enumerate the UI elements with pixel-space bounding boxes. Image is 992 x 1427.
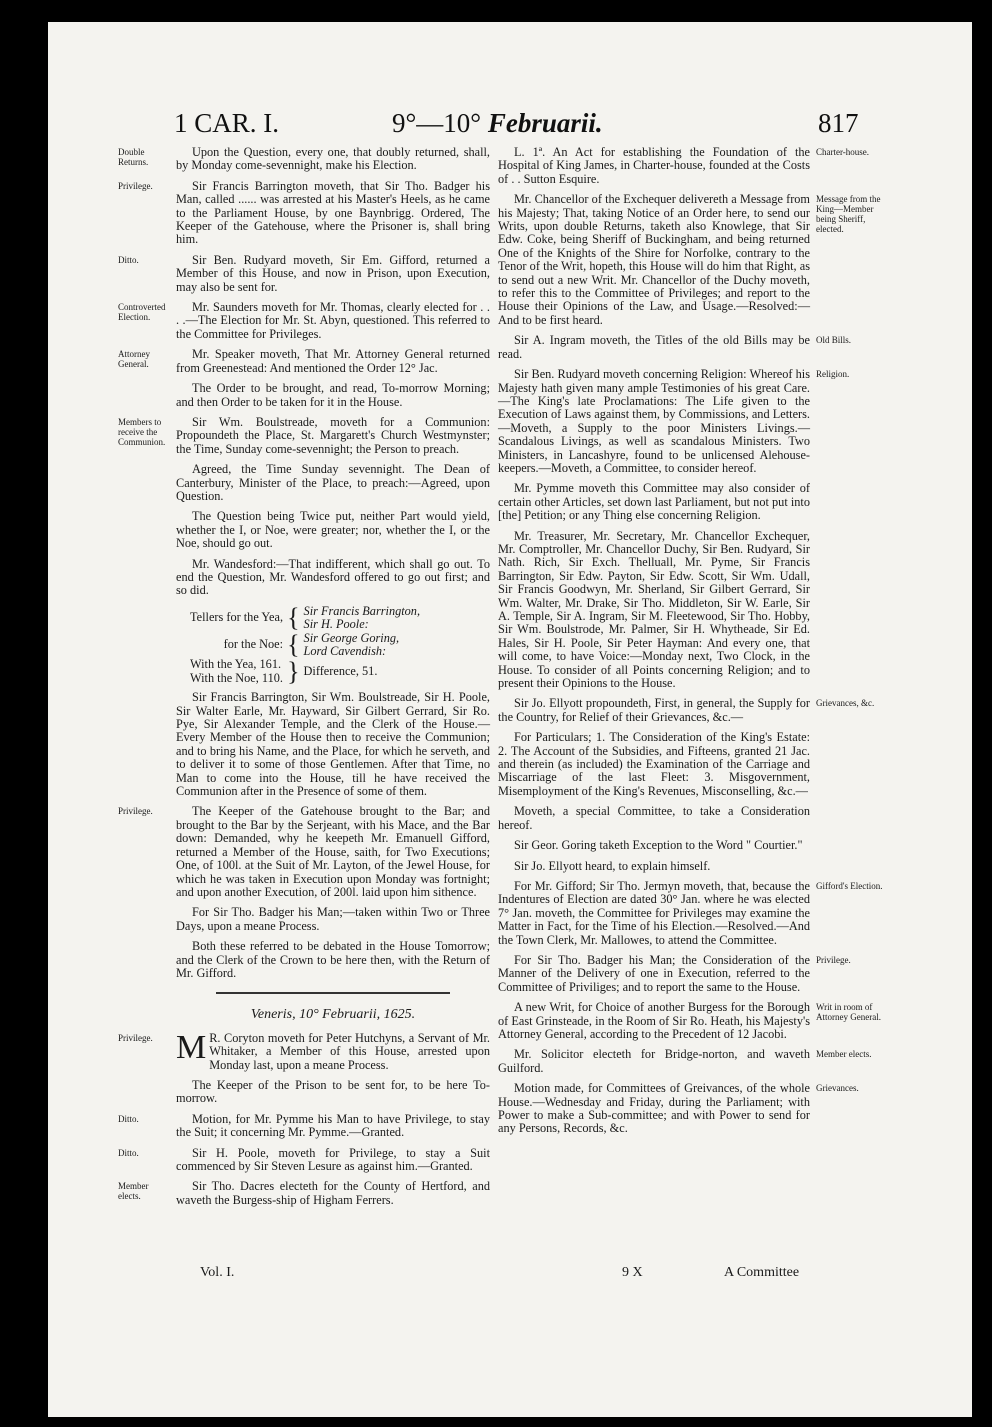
teller-name: Sir Francis Barrington, (303, 603, 421, 618)
paragraph (118, 1111, 490, 1140)
paragraph (498, 482, 810, 522)
margin-note: Religion. (816, 369, 850, 380)
paragraph (498, 145, 870, 186)
margin-note: Old Bills. (816, 335, 852, 346)
paragraph (176, 906, 490, 933)
margin-note: Message from the King—Member being Sheriff, elected. (816, 194, 881, 235)
catchword: A Committee (724, 1265, 800, 1280)
paragraph-text: Mr. Speaker moveth, That Mr. Attorney General returned from Greenestead: And mentioned the Order 12° Jac. (176, 347, 490, 375)
paragraph-text: Moveth, a special Committee, to take a Consideration hereof. (498, 804, 810, 832)
vote-yea: With the Yea, 161. (190, 657, 282, 672)
paragraph (176, 940, 490, 980)
paragraph (498, 731, 810, 798)
paragraph (176, 558, 490, 598)
paragraph (498, 530, 810, 691)
paragraph-text: Sir Ben. Rudyard moveth, Sir Em. Gifford, returned a Member of this House, and now in Prison, upon Execution, may also be sent for. (176, 252, 490, 294)
paragraph (118, 300, 490, 341)
paragraph-text: Mr. Pymme moveth this Committee may also consider of certain other Articles, set down last Parliament, but not put into [the] Petition; or any Thing else concerning Religion. (498, 481, 810, 523)
teller-name: Sir H. Poole: (303, 617, 369, 632)
paragraph-text: Mr. Saunders moveth for Mr. Thomas, clearly elected for . . . .—The Election for Mr. St. Abyn, questioned. This referred to the Committee for Privileges. (176, 300, 490, 341)
margin-note: Privilege. (816, 954, 851, 965)
paragraph-text: The Order to be brought, and read, To-morrow Morning; and then Order to be taken for it in the House. (176, 381, 490, 409)
margin-note: Double Returns. (118, 147, 149, 167)
paragraph-text: For Sir Tho. Badger his Man;—taken within Two or Three Days, upon a meane Process. (176, 905, 490, 933)
margin-note: Attorney General. (118, 349, 150, 370)
margin-note: Privilege. (118, 806, 153, 817)
paragraph (498, 878, 883, 947)
paragraph (118, 252, 490, 294)
paragraph-text: The Keeper of the Prison to be sent for, to be here To-morrow. (176, 1077, 490, 1106)
running-head-left: 1 CAR. I. (174, 108, 280, 138)
paragraph (118, 1028, 490, 1072)
paragraph (176, 510, 490, 550)
paragraph (118, 1179, 490, 1207)
vote-difference: Difference, 51. (303, 664, 378, 679)
paragraph-text: Motion made, for Committees of Greivances, of the whole House.—Wednesday and Friday, during the Parliament; with Power to make a Sub-committee; and with Power to send for any Persons, Records, &c. (498, 1081, 810, 1136)
paragraph (176, 382, 490, 409)
paragraph-text: A new Writ, for Choice of another Burgess for the Borough of East Grinsteade, in the Room of Sir Ro. Heath, his Majesty's Attorney General, according to the Precedent of 12 Jacobi. (498, 1000, 810, 1041)
paragraph (498, 192, 881, 327)
left-column-body (118, 145, 490, 1207)
tellers-yea-label: Tellers for the Yea, (190, 610, 284, 625)
paragraph (498, 1081, 859, 1136)
paragraph-text: For Particulars; 1. The Consideration of the King's Estate: 2. The Account of the Subsidies, and Fifteens, granted 21 Jac. and therein (as included) the Examination of the Carriage and Miscarriage of the last Fleet: 3. Misgovernment, Misemployment of the King's Revenues, Misconselling, &c.— (498, 730, 810, 798)
margin-note: Ditto. (118, 1113, 139, 1124)
running-head-date (392, 108, 603, 139)
margin-note: Gifford's Election. (816, 880, 883, 891)
paragraph (118, 804, 490, 899)
paragraph-text: R. Coryton moveth for Peter Hutchyns, a Servant of Mr. Whitaker, a Member of this House, arrested upon Monday last, upon a meane Process. (209, 1030, 490, 1072)
paragraph (176, 691, 490, 798)
volume-label: Vol. I. (200, 1265, 235, 1280)
tellers-table (188, 605, 422, 685)
paragraph-text: Sir Ben. Rudyard moveth concerning Religion: Whereof his Majesty hath given many ample Testimonies of his great Care.—The King's late Proclamations: The Life given to the Execution of Laws against them, by Commissions, and Letters.—Moveth, a Supply to the poor Ministers Livings.—Scandalous Livings, as well as scandalous Ministers. Two Ministers, in Lancashyre, found to be unlicensed Alehouse-keepers.—Moveth, a Committee, to consider hereof. (498, 367, 810, 475)
margin-note: Grievances, &c. (816, 698, 875, 709)
paragraph-text: Sir Francis Barrington moveth, that Sir Tho. Badger his Man, called ...... was arrested at his Master's Heels, as he came to the Parliament House, by one Baynbrigg. Ordered, The Keeper of the Gatehouse, where the Prisoner is, shall bring him. (176, 178, 490, 247)
tellers-noe-label: for the Noe: (223, 637, 284, 652)
margin-note: Privilege. (118, 1032, 153, 1043)
paragraph-text: Sir Wm. Boulstreade, moveth for a Communion: Propoundeth the Place, St. Margarett's Church Westmynster; the Time, Sunday come-sevennight; the Person to preach. (176, 414, 490, 456)
paragraph (118, 178, 490, 247)
paragraph (118, 145, 490, 173)
paragraph-text: Sir Francis Barrington, Sir Wm. Boulstreade, Sir H. Poole, Sir Walter Earle, Mr. Hayward, Sir Gilbert Gerrard, Sir Ro. Pye, Sir Alexander Temple, and the Clerk of the House.—Every Member of the House then to receive the Communion; and to bring his Name, and the Place, for which he serveth, and to deliver it to some of those Gentlemen. After that Time, no Man to come into the House, till he have received the Communion after in the Presence of some of them. (176, 690, 490, 799)
brace-icon: { (287, 603, 300, 633)
margin-note: Controverted Election. (118, 302, 166, 323)
paragraph (498, 805, 810, 832)
date-heading: Veneris, 10° Februarii, 1625. (250, 1007, 416, 1023)
margin-note: Members to receive the Communion. (118, 416, 166, 447)
paragraph-text: Sir Jo. Ellyott heard, to explain himself. (514, 858, 711, 873)
teller-name: Lord Cavendish: (303, 644, 387, 658)
margin-note: Grievances. (816, 1083, 859, 1094)
paragraph (176, 1079, 490, 1106)
paragraph (118, 414, 490, 456)
paragraph-text: Sir H. Poole, moveth for Privilege, to stay a Suit commenced by Sir Steven Lesure as against him.—Granted. (176, 1145, 490, 1173)
margin-note: Ditto. (118, 1147, 139, 1158)
paragraph (498, 952, 851, 994)
margin-note: Charter-house. (816, 147, 870, 157)
paragraph (498, 860, 810, 873)
brace-icon: { (287, 630, 300, 659)
paragraph (118, 347, 490, 375)
paragraph-text: Sir Jo. Ellyott propoundeth, First, in general, the Supply for the Country, for Relief of their Grievances, &c.— (498, 696, 810, 724)
paragraph (176, 463, 490, 503)
paragraph-text: Upon the Question, every one, that doubly returned, shall, by Monday come-sevennight, make his Election. (176, 145, 490, 173)
section-rule (216, 992, 450, 994)
right-column (498, 145, 883, 1143)
teller-name: Sir George Goring, (303, 630, 400, 645)
paragraph-text: Sir A. Ingram moveth, the Titles of the old Bills may be read. (498, 333, 810, 361)
margin-note: Ditto. (118, 254, 139, 265)
margin-note: Privilege. (118, 180, 153, 191)
paragraph-text: The Keeper of the Gatehouse brought to the Bar; and brought to the Bar by the Serjeant, with his Mace, and the Bar down: Demanded, why he keepeth Mr. Emanuell Gifford, returned a Member of the House, saith, for Two Executions; One, of 100l. at the Suit of Mr. Layton, of the Jewel House, for which he was taken in Execution upon Monday was fortnight; and upon another Execution, of 200l. laid upon him sithence. (176, 804, 490, 899)
brace-icon: } (287, 656, 300, 686)
running-head-num: 9°—10° (392, 108, 482, 138)
paragraph-text: Agreed, the Time Sunday sevennight. The Dean of Canterbury, Minister of the Place, to preach:—Agreed, upon Question. (176, 462, 490, 503)
paragraph (498, 1047, 872, 1075)
paragraph-text: L. 1ª. An Act for establishing the Foundation of the Hospital of King James, in Charter-house, founded at the Costs of . . Sutton Esquire. (498, 145, 810, 186)
running-head-word: Februarii. (487, 108, 603, 138)
paragraph-text: Mr. Wandesford:—That indifferent, which shall go out. To end the Question, Mr. Wandesford offered to go out first; and so did. (176, 556, 490, 598)
paragraph (118, 1145, 490, 1174)
paragraph (498, 839, 810, 852)
paragraph-text: The Question being Twice put, neither Part would yield, whether the I, or Noe, were greater; nor, whether the I, or the Noe, should go out. (176, 509, 490, 551)
margin-note: Member elects. (118, 1181, 149, 1202)
paragraph (498, 1000, 881, 1041)
paragraph (498, 367, 850, 475)
drop-cap: M (176, 1028, 207, 1066)
paragraph-text: Mr. Treasurer, Mr. Secretary, Mr. Chancellor Exchequer, Mr. Comptroller, Mr. Chancellor Duchy, Sir Ben. Rudyard, Sir Nath. Rich, Sir Exch. Thelluall, Mr. Pyme, Sir Francis Barrington, Sir Edw. Payton, Sir Edw. Scott, Sir Wm. Udall, Sir Francis Goodwyn, Mr. Sherland, Sir Gilbert Gerrard, Sir Wm. Walter, Mr. Drake, Sir Tho. Middleton, Sir W. Earle, Sir A. Temple, Sir A. Ingram, Sir M. Fleetewood, Sir Tho. Hobby, Sir Wm. Boulstrode, Mr. Palmer, Sir H. Whytheade, Sir Ed. Hales, Sir H. Poole, Sir Peter Hayman: And every one, that will come, to have Voice:—Monday next, Two Clock, in the House. To consider of all Points concerning Religion; and to present their Opinions to the House. (498, 528, 810, 691)
vote-noe: With the Noe, 110. (190, 670, 283, 685)
paragraph-text: Sir Geor. Goring taketh Exception to the Word " Courtier." (514, 838, 803, 853)
paragraph-text: For Mr. Gifford; Sir Tho. Jermyn moveth, that, because the Indentures of Election are dated 30° Jan. where he was elected 7° Jan. moveth, the Committee for Privileges may examine the Matter in Fact, for the Time of his Election.—Resolved.—And the Town Clerk, Mr. Mallowes, to attend the Committee. (498, 878, 810, 947)
paragraph-text: Both these referred to be debated in the House Tomorrow; and the Clerk of the Crown to be here then, with the Return of Mr. Gifford. (176, 939, 490, 980)
paragraph-text: Sir Tho. Dacres electeth for the County of Hertford, and waveth the Burgess-ship of Higham Ferrers. (176, 1179, 490, 1207)
paragraph-text: Motion, for Mr. Pymme his Man to have Privilege, to stay the Suit; it concerning Mr. Pymme.—Granted. (176, 1111, 490, 1140)
paragraph-text: For Sir Tho. Badger his Man; the Consideration of the Manner of the Delivery of one in Execution, referred to the Committee of Priviliges; and to report the same to the House. (498, 952, 810, 994)
left-column (118, 146, 490, 1214)
tellers-block (188, 605, 490, 685)
page-number: 817 (818, 108, 859, 138)
paragraph-text: Mr. Chancellor of the Exchequer delivereth a Message from his Majesty; That, taking Notice of an Order here, to send our Writs, upon double Returns, taketh also Knowlege, that Sir Edw. Coke, being Sheriff of Buckingham, and being returned One of the Knights of the Shire for Norfolke, contrary to the Tenor of the Writ, hopeth, this House will do him that Right, as to send out a new Writ. Mr. Chancellor of the Duchy moveth, to refer this to the Committee of Privileges; and report to the House their Opinions of the Law, and Usage.—Resolved:—And to be first heard. (498, 192, 810, 327)
paragraph (498, 333, 852, 361)
margin-note: Writ in room of Attorney General. (816, 1002, 881, 1023)
paragraph-text: Mr. Solicitor electeth for Bridge-norton, and waveth Guilford. (498, 1047, 810, 1075)
signature-mark: 9 X (622, 1265, 643, 1280)
margin-note: Member elects. (816, 1049, 872, 1060)
paragraph (498, 696, 875, 724)
